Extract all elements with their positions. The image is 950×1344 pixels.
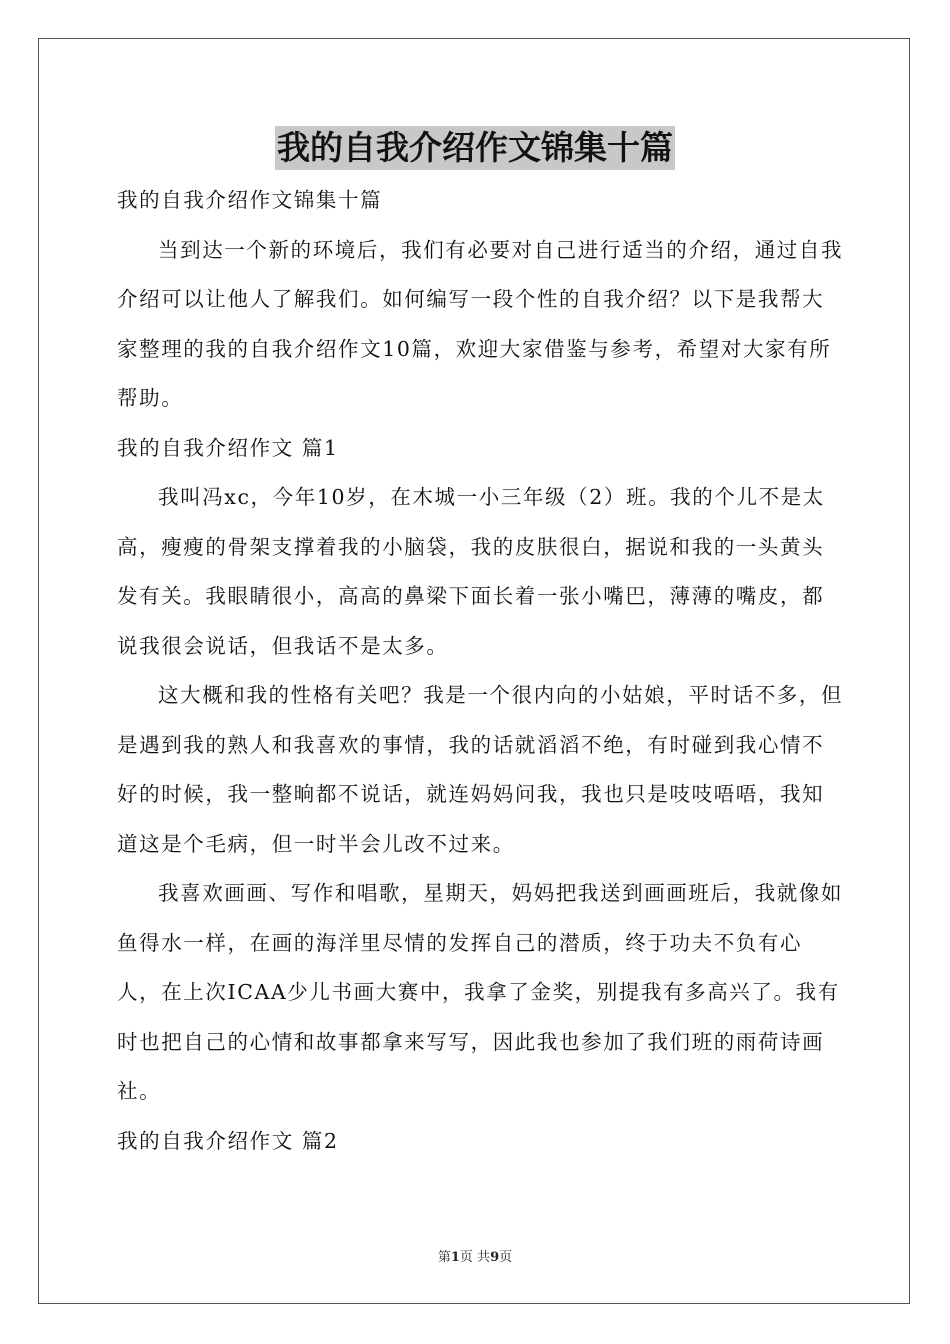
section-heading: 我的自我介绍作文 篇1 [117,435,339,460]
footer-suffix: 页 [499,1250,513,1265]
title-container [0,126,950,170]
document-body [117,176,845,1166]
footer-current-page: 1 [450,1250,460,1265]
document-title: 我的自我介绍作文锦集十篇 [275,126,675,170]
footer-total-pages: 9 [490,1250,500,1265]
page-footer [0,1246,950,1265]
paragraph: 我叫冯xc，今年10岁，在木城一小三年级（2）班。我的个儿不是太高，瘦瘦的骨架支撑着我的小脑袋，我的皮肤很白，据说和我的一头黄头发有关。我眼睛很小，高高的鼻梁下面长着一张小嘴巴，薄薄的嘴皮，都说我很会说话，但我话不是太多。 [117,485,825,658]
paragraph: 这大概和我的性格有关吧？我是一个很内向的小姑娘，平时话不多，但是遇到我的熟人和我喜欢的事情，我的话就滔滔不绝，有时碰到我心情不好的时候，我一整晌都不说话，就连妈妈问我，我也只是吱吱唔唔，我知道这是个毛病，但一时半会儿改不过来。 [117,683,844,856]
paragraph: 我喜欢画画、写作和唱歌，星期天，妈妈把我送到画画班后，我就像如鱼得水一样，在画的海洋里尽情的发挥自己的潜质，终于功夫不负有心人，在上次ICAA少儿书画大赛中，我拿了金奖，别提我有多高兴了。我有时也把自己的心情和故事都拿来写写，因此我也参加了我们班的雨荷诗画社。 [117,881,844,1103]
footer-mid: 页 共 [459,1250,491,1265]
section-heading: 我的自我介绍作文 篇2 [117,1128,339,1153]
footer-prefix: 第 [437,1250,451,1265]
paragraph: 我的自我介绍作文锦集十篇 [117,188,383,212]
paragraph: 当到达一个新的环境后，我们有必要对自己进行适当的介绍，通过自我介绍可以让他人了解我们。如何编写一段个性的自我介绍？以下是我帮大家整理的我的自我介绍作文10篇，欢迎大家借鉴与参考，希望对大家有所帮助。 [117,237,844,410]
